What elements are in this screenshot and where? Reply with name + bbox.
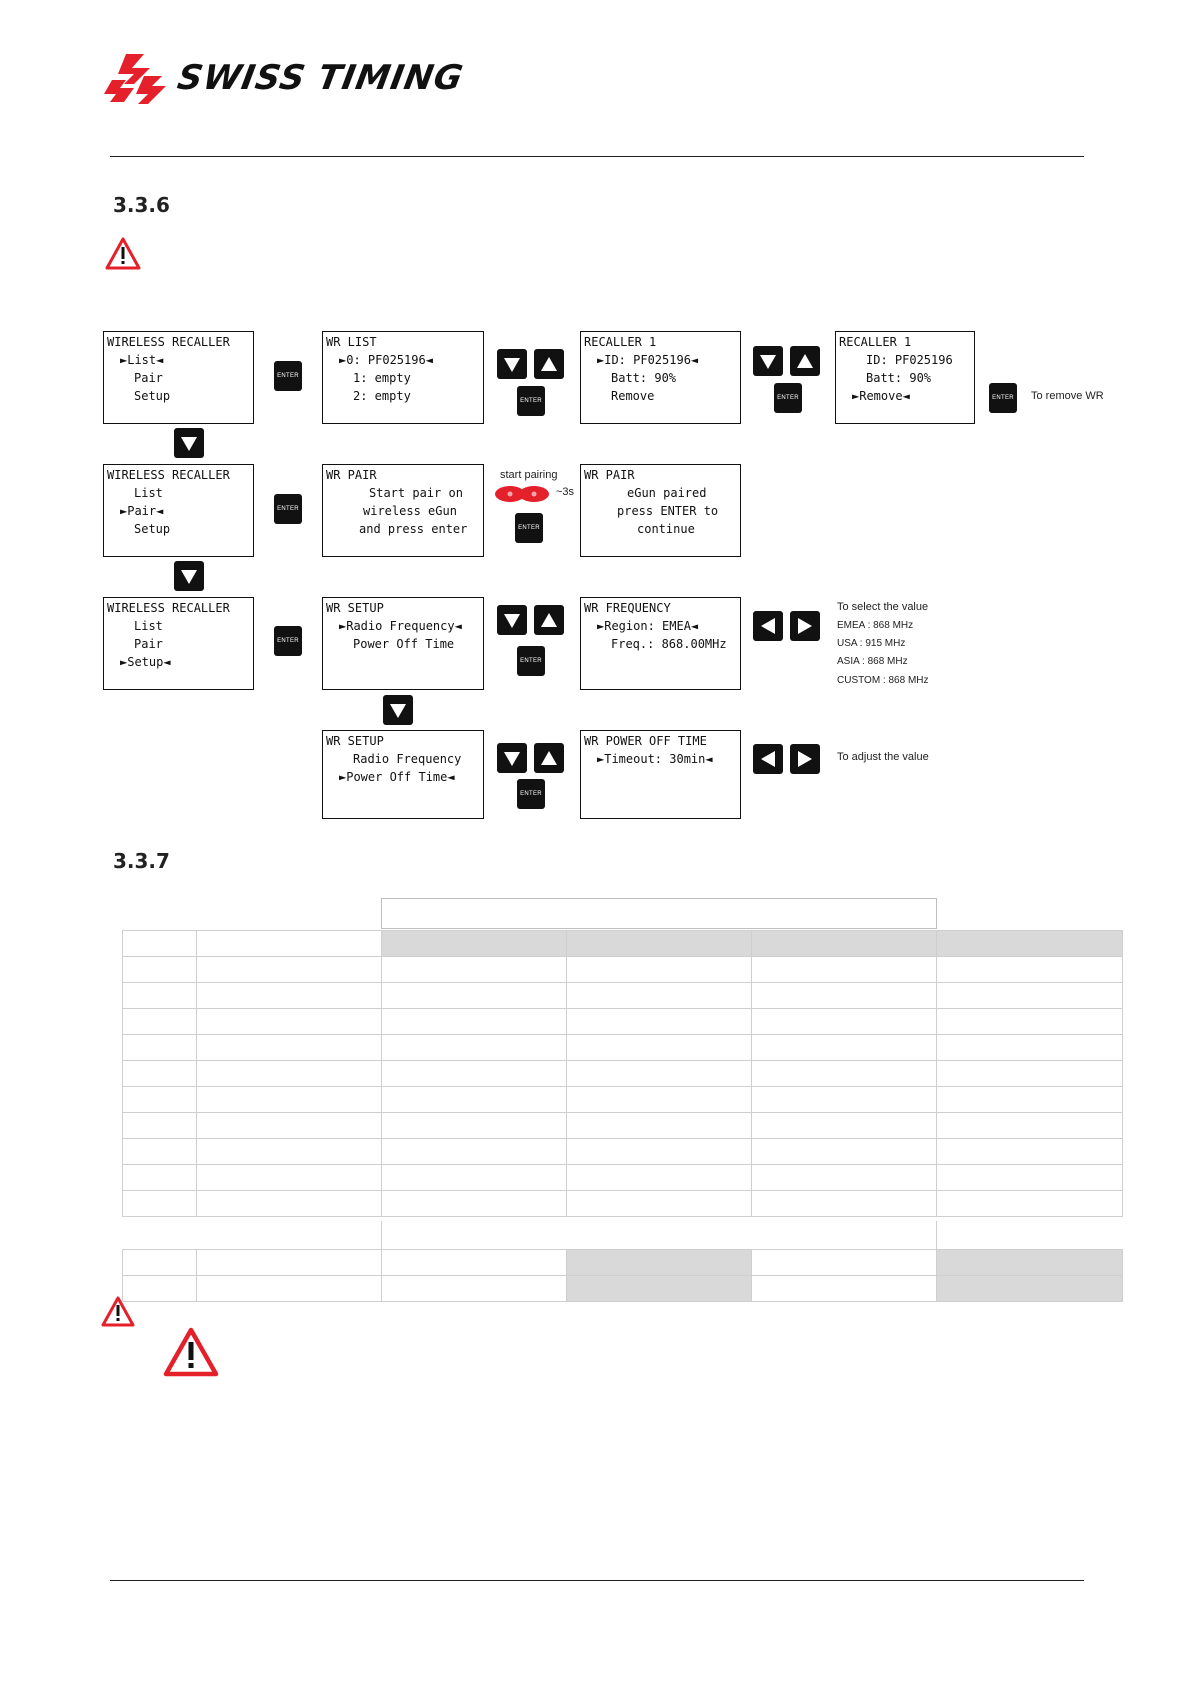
enter-key[interactable]: ENTER: [274, 361, 302, 391]
note-remove-wr: To remove WR: [1031, 390, 1104, 402]
note-hold-time: ~3s: [556, 486, 575, 498]
warning-icon: [104, 236, 142, 272]
data-table-lower: [122, 1249, 1123, 1302]
table-group-header: [381, 898, 937, 929]
enter-key[interactable]: ENTER: [989, 383, 1017, 413]
screen-recaller-1-id: RECALLER 1 ►ID: PF025196◄ Batt: 90% Remove: [580, 331, 741, 424]
note-start-pairing: start pairing: [500, 469, 558, 481]
header-rule: [110, 156, 1084, 157]
screen-wr-frequency: WR FREQUENCY ►Region: EMEA◄ Freq.: 868.00MHz: [580, 597, 741, 690]
warning-icon: [162, 1326, 220, 1380]
footer-rule: [110, 1580, 1084, 1581]
up-arrow-key[interactable]: [534, 605, 564, 635]
enter-key[interactable]: ENTER: [517, 779, 545, 809]
freq-emea: EMEA : 868 MHz: [837, 620, 914, 631]
left-arrow-key[interactable]: [753, 744, 783, 774]
data-table: [122, 930, 1123, 1217]
egun-buttons-icon: [492, 484, 554, 504]
enter-key[interactable]: ENTER: [517, 386, 545, 416]
right-arrow-key[interactable]: [790, 611, 820, 641]
down-arrow-key[interactable]: [497, 605, 527, 635]
enter-key[interactable]: ENTER: [274, 626, 302, 656]
swiss-timing-logo: [104, 50, 484, 108]
left-arrow-key[interactable]: [753, 611, 783, 641]
warning-icon: [100, 1295, 136, 1329]
table-subgroup-header: [381, 1221, 937, 1249]
screen-wr-pair: WR PAIR Start pair on wireless eGun and press enter: [322, 464, 484, 557]
freq-usa: USA : 915 MHz: [837, 638, 906, 649]
down-arrow-key[interactable]: [383, 695, 413, 725]
screen-wr-pair-done: WR PAIR eGun paired press ENTER to continue: [580, 464, 741, 557]
note-adjust-value: To adjust the value: [837, 751, 929, 763]
section-heading-337: 3.3.7: [113, 849, 170, 873]
table-header-row: [123, 931, 1123, 957]
table-row: [123, 983, 1123, 1009]
table-row: [123, 1061, 1123, 1087]
freq-asia: ASIA : 868 MHz: [837, 656, 908, 667]
enter-key[interactable]: ENTER: [517, 646, 545, 676]
freq-custom: CUSTOM : 868 MHz: [837, 675, 929, 686]
screen-wr-setup-frequency: WR SETUP ►Radio Frequency◄ Power Off Time: [322, 597, 484, 690]
brand-wordmark: SWISS TIMING: [174, 58, 467, 98]
table-row: [123, 1139, 1123, 1165]
down-arrow-key[interactable]: [174, 428, 204, 458]
enter-key[interactable]: ENTER: [274, 494, 302, 524]
down-arrow-key[interactable]: [753, 346, 783, 376]
table-row: [123, 1191, 1123, 1217]
swiss-timing-emblem-icon: [104, 50, 172, 108]
table-row: [123, 1276, 1123, 1302]
up-arrow-key[interactable]: [534, 349, 564, 379]
table-row: [123, 1250, 1123, 1276]
screen-wireless-recaller-setup: WIRELESS RECALLER List Pair ►Setup◄: [103, 597, 254, 690]
enter-key[interactable]: ENTER: [774, 383, 802, 413]
screen-wr-list: WR LIST ►0: PF025196◄ 1: empty 2: empty: [322, 331, 484, 424]
screen-wr-setup-power: WR SETUP Radio Frequency ►Power Off Time◄: [322, 730, 484, 819]
down-arrow-key[interactable]: [174, 561, 204, 591]
table-row: [123, 1009, 1123, 1035]
up-arrow-key[interactable]: [534, 743, 564, 773]
screen-wireless-recaller-list: WIRELESS RECALLER ►List◄ Pair Setup: [103, 331, 254, 424]
table-row: [123, 957, 1123, 983]
section-heading-336: 3.3.6: [113, 193, 170, 217]
down-arrow-key[interactable]: [497, 349, 527, 379]
screen-recaller-1-remove: RECALLER 1 ID: PF025196 Batt: 90% ►Remove◄: [835, 331, 975, 424]
screen-wireless-recaller-pair: WIRELESS RECALLER List ►Pair◄ Setup: [103, 464, 254, 557]
note-select-value: To select the value: [837, 601, 929, 613]
screen-wr-power-off-time: WR POWER OFF TIME ►Timeout: 30min◄: [580, 730, 741, 819]
up-arrow-key[interactable]: [790, 346, 820, 376]
table-row: [123, 1165, 1123, 1191]
right-arrow-key[interactable]: [790, 744, 820, 774]
table-row: [123, 1087, 1123, 1113]
enter-key[interactable]: ENTER: [515, 513, 543, 543]
table-row: [123, 1113, 1123, 1139]
table-row: [123, 1035, 1123, 1061]
down-arrow-key[interactable]: [497, 743, 527, 773]
